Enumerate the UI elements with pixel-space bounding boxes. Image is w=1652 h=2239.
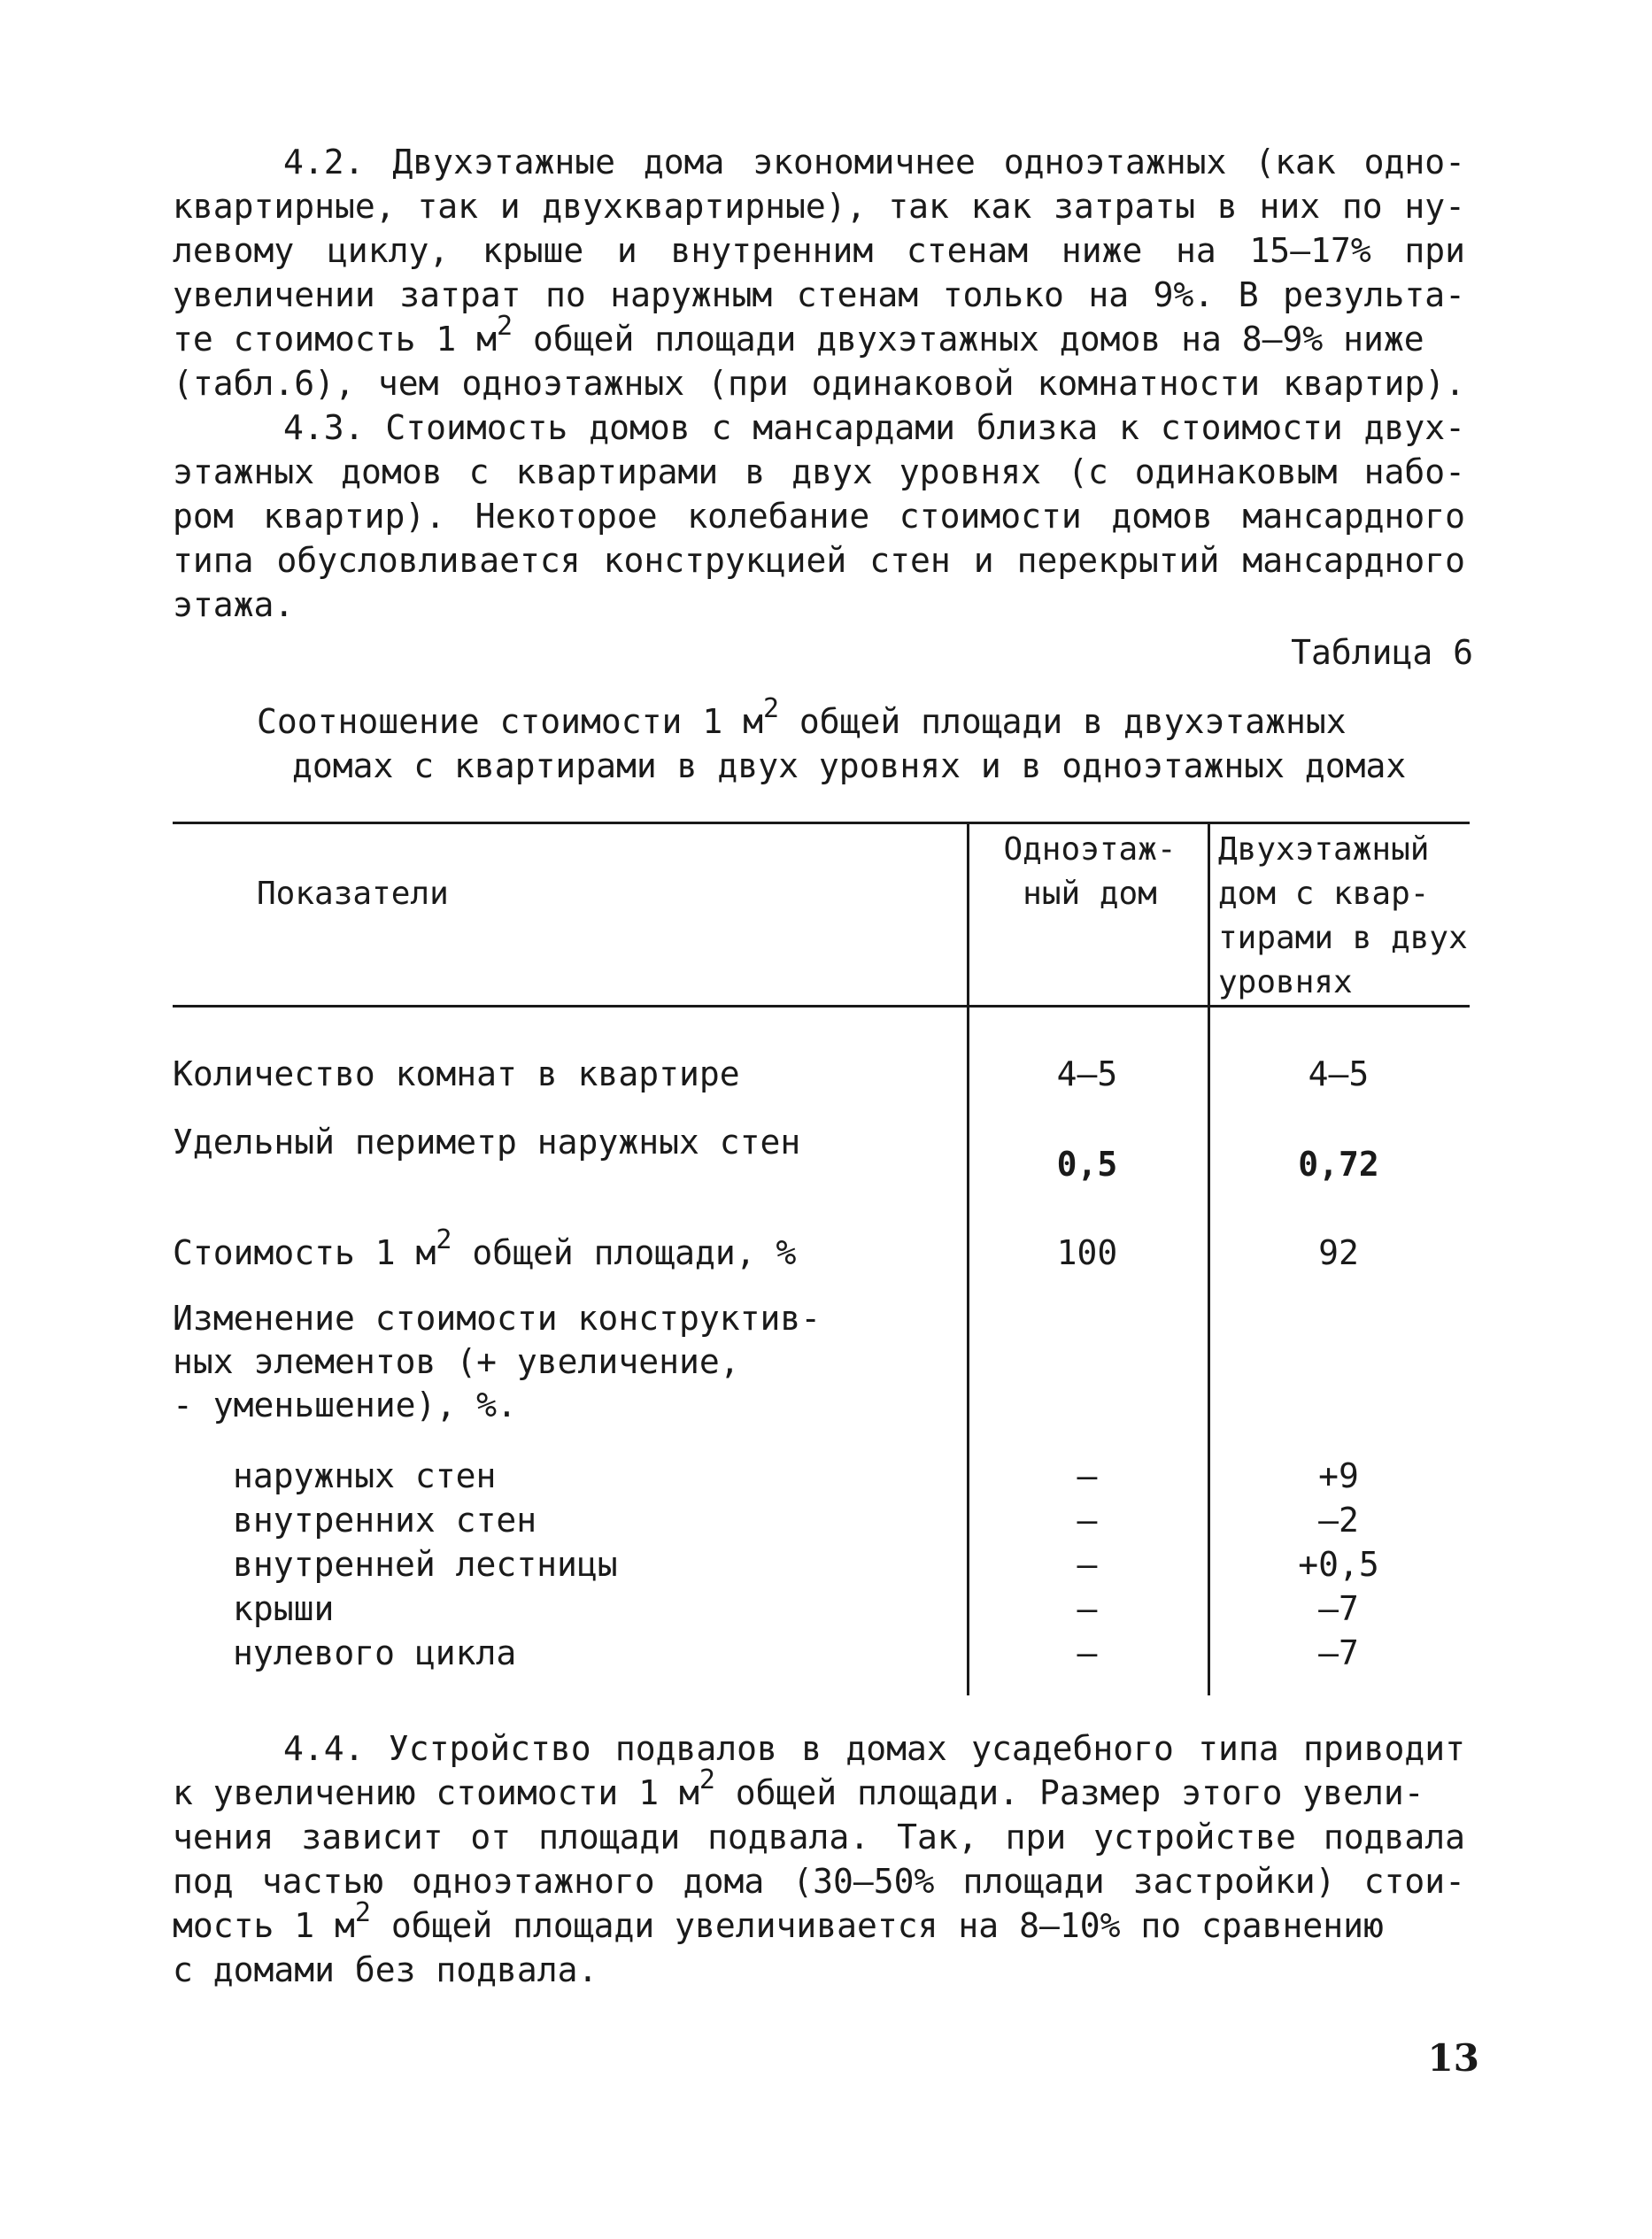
value-two-floor: –7 [1318,1633,1359,1672]
row-label-rooms: Количество комнат в квартире [173,1054,740,1093]
value-one-floor: 0,5 [1056,1145,1118,1184]
text-line: квартирные, так и двухквартирные), так как затраты в них по ну- [173,187,1465,226]
text-line: с домами без подвала. [173,1950,598,1989]
superscript: 2 [354,1897,371,1928]
sub-row-label: нулевого цикла [233,1633,517,1672]
text-line [173,1897,1465,1948]
text-line: левому циклу, крыше и внутренним стенам ниже на 15–17% при [173,231,1465,270]
text-line: - уменьшение), %. [173,1386,517,1424]
paragraph-4-2 [173,140,1465,405]
value-two-floor: +9 [1318,1456,1359,1495]
table-top-rule [173,822,1470,824]
text-line: Изменение стоимости конструктив- [173,1299,822,1338]
text-fragment: общей площади двухэтажных домов на 8–9% ниже [513,320,1424,359]
header-line: уровнях [1218,964,1353,1000]
table-header-rule [173,1005,1470,1008]
value-two-floor: 4–5 [1308,1054,1370,1093]
header-two-floor [1218,828,1475,1005]
text-line: чения зависит от площади подвала. Так, при устройстве подвала [173,1818,1465,1857]
table-title [173,693,1465,788]
table-title-line: домах с квартирами в двух уровнях и в одноэтажных домах [292,746,1407,785]
sub-row-label: внутренней лестницы [233,1545,618,1584]
text-line: этажа. [173,585,295,624]
value-two-floor: –2 [1318,1501,1359,1540]
superscript: 2 [699,1764,715,1795]
header-line: ный дом [1023,876,1157,912]
text-fragment: мость 1 м [173,1906,355,1945]
value-one-floor: – [1077,1545,1098,1584]
row-label-perimeter: Удельный периметр наружных стен [173,1123,801,1162]
value-one-floor: – [1077,1456,1098,1495]
text-fragment: к увеличению стоимости 1 м [173,1773,699,1812]
row-label-cost [173,1224,797,1275]
row-label-change-heading [173,1297,821,1427]
value-one-floor: – [1077,1501,1098,1540]
table-label: Таблица 6 [1291,633,1473,672]
text-line [173,1764,1465,1815]
value-two-floor: –7 [1318,1589,1359,1628]
page-number: 13 [1427,2036,1479,2080]
text-line: увеличении затрат по наружным стенам только на 9%. В результа- [173,275,1465,314]
text-line: ных элементов (+ увеличение, [173,1342,740,1381]
header-line: Двухэтажный [1218,831,1430,868]
text-fragment: общей площади, % [452,1233,797,1272]
value-one-floor: 4–5 [1056,1054,1118,1093]
table-title-line [173,693,1465,744]
text-line [173,311,1465,361]
text-line: 4.4. Устройство подвалов в домах усадебного типа приводит [283,1729,1465,1768]
text-line: ром квартир). Некоторое колебание стоимости домов мансардного [173,497,1465,536]
text-line: 4.2. Двухэтажные дома экономичнее одноэтажных (как одно- [283,143,1465,181]
sub-row-label: внутренних стен [233,1501,537,1540]
paragraph-4-4 [173,1726,1465,1992]
header-line: тирами в двух [1218,920,1468,956]
value-one-floor: – [1077,1633,1098,1672]
sub-row-label: наружных стен [233,1456,497,1495]
value-two-floor: 92 [1318,1233,1359,1272]
value-one-floor: 100 [1056,1233,1118,1272]
value-one-floor: – [1077,1589,1098,1628]
text-line: под частью одноэтажного дома (30–50% площади застройки) стои- [173,1862,1465,1901]
text-fragment: общей площади. Размер этого увели- [714,1773,1424,1812]
header-line: дом с квар- [1218,876,1430,912]
header-indicators: Показатели [257,876,449,912]
superscript: 2 [762,693,780,724]
value-two-floor: 0,72 [1298,1145,1379,1184]
text-fragment: Соотношение стоимости 1 м [257,702,763,741]
header-line: Одноэтаж- [1003,831,1177,868]
sub-row-label: крыши [233,1589,335,1628]
header-one-floor [974,828,1206,916]
paragraph-4-3 [173,405,1465,627]
text-fragment: общей площади увеличивается на 8–10% по сравнению [370,1906,1384,1945]
text-line: этажных домов с квартирами в двух уровнях (с одинаковым набо- [173,452,1465,491]
text-line: 4.3. Стоимость домов с мансардами близка к стоимости двух- [283,408,1465,447]
text-line: (табл.6), чем одноэтажных (при одинаковой комнатности квартир). [173,364,1465,403]
text-line: типа обусловливается конструкцией стен и перекрытий мансардного [173,541,1465,580]
text-fragment: общей площади в двухэтажных [779,702,1347,741]
superscript: 2 [436,1224,452,1255]
text-fragment: те стоимость 1 м [173,320,498,359]
value-two-floor: +0,5 [1298,1545,1379,1584]
text-fragment: Стоимость 1 м [173,1233,436,1272]
superscript: 2 [497,311,513,342]
